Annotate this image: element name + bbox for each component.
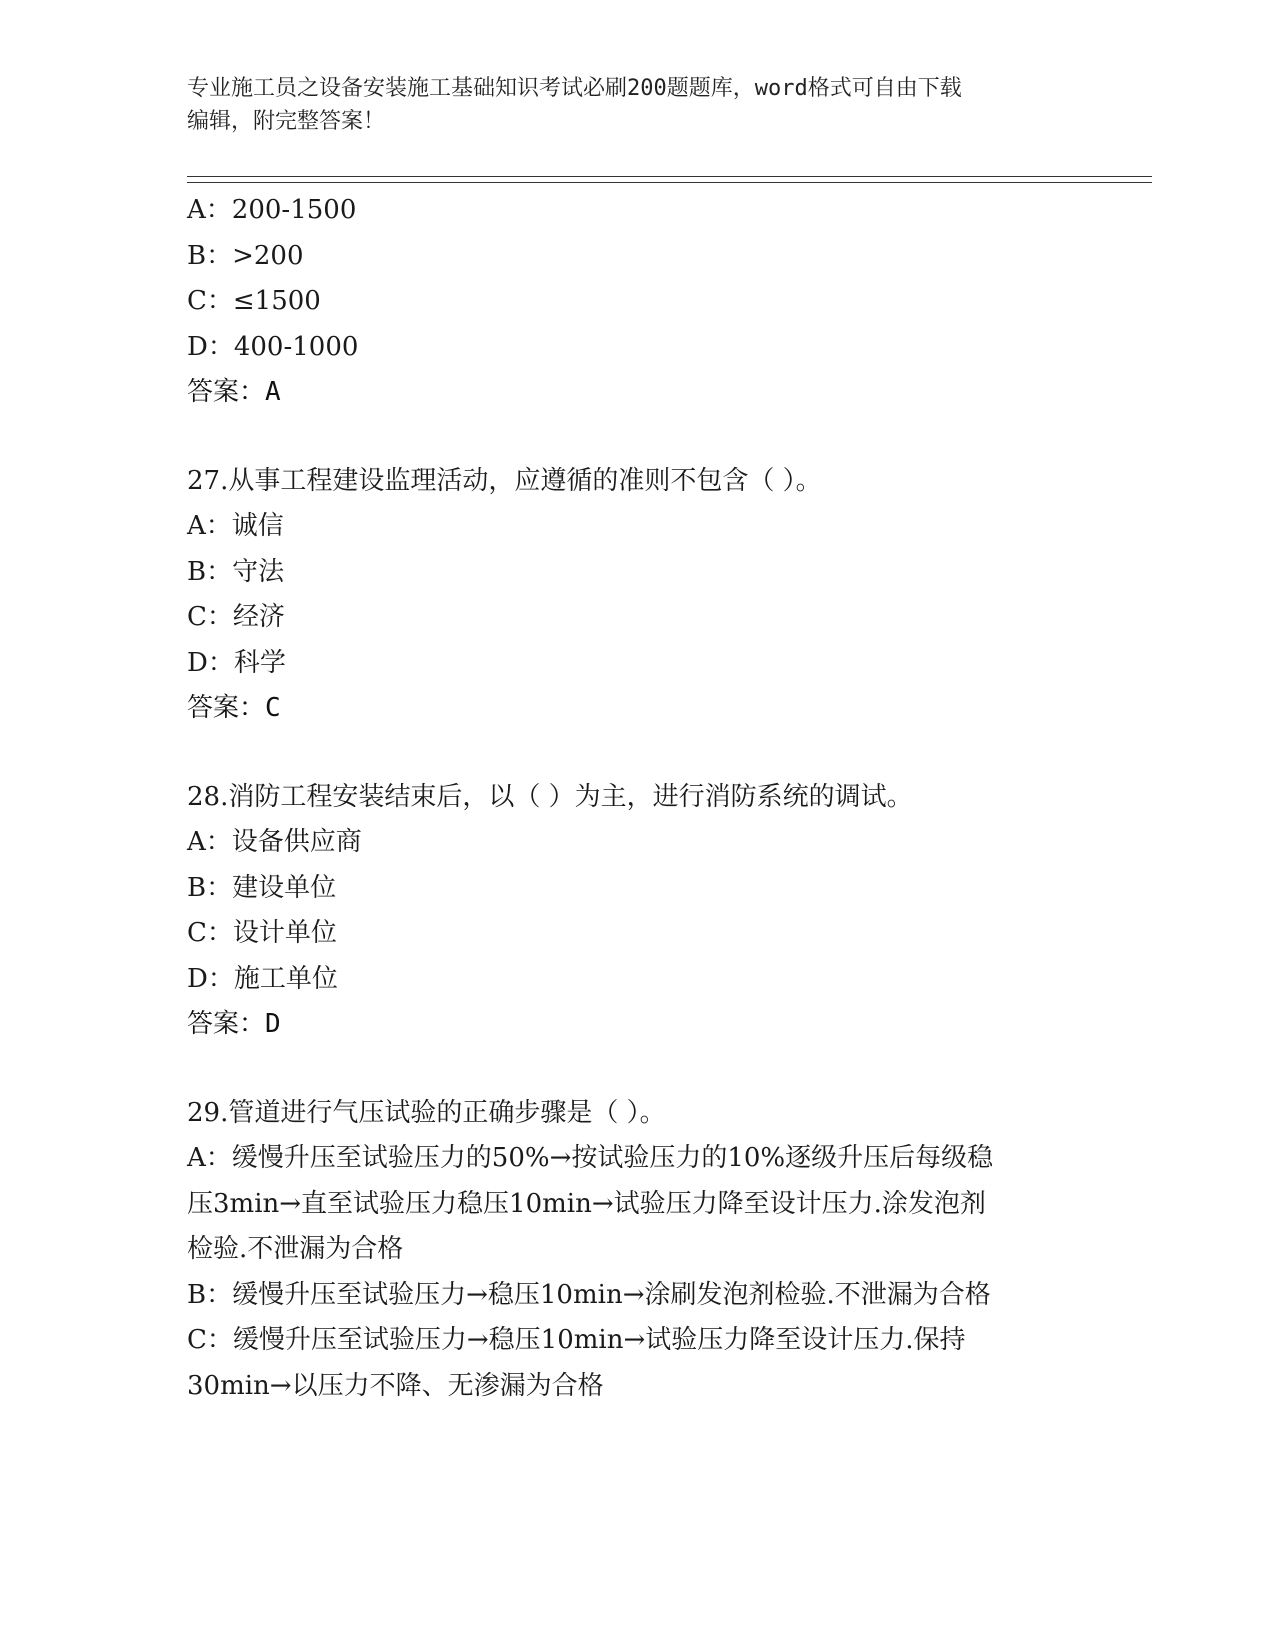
option-a: A：200-1500 — [187, 195, 357, 225]
question-stem: 27.从事工程建设监理活动，应遵循的准则不包含（ ）。 — [187, 465, 822, 496]
question-stem: 29.管道进行气压试验的正确步骤是（ ）。 — [187, 1097, 666, 1128]
option-a — [187, 1136, 1087, 1273]
option-c: C：≤1500 — [187, 286, 321, 316]
option-c: C：设计单位 — [187, 918, 337, 948]
header-title-line-2: 编辑，附完整答案！ — [187, 109, 386, 134]
question-26-continued — [187, 188, 1087, 416]
question-stem: 28.消防工程安装结束后，以（ ）为主，进行消防系统的调试。 — [187, 781, 913, 812]
answer-label: 答案：D — [187, 1009, 281, 1039]
question-content — [187, 188, 1087, 1409]
spacer — [187, 416, 1087, 459]
option-a-line-1: A：缓慢升压至试验压力的50%→按试验压力的10%逐级升压后每级稳 — [187, 1143, 994, 1173]
option-d: D：科学 — [187, 647, 286, 678]
document-header — [187, 72, 1087, 138]
answer-label: 答案：C — [187, 693, 281, 723]
option-b: B：缓慢升压至试验压力→稳压10min→涂刷发泡剂检验.不泄漏为合格 — [187, 1279, 991, 1310]
option-d: D：施工单位 — [187, 963, 338, 994]
option-c-line-1: C：缓慢升压至试验压力→稳压10min→试验压力降至设计压力.保持 — [187, 1325, 966, 1355]
header-title-line-1: 专业施工员之设备安装施工基础知识考试必刷200题题库，word格式可自由下载 — [187, 76, 962, 101]
option-c-line-2: 30min→以压力不降、无渗漏为合格 — [187, 1370, 604, 1401]
header-divider-bottom — [187, 182, 1152, 183]
option-b: B：守法 — [187, 556, 285, 587]
option-b: B：建设单位 — [187, 872, 337, 903]
spacer — [187, 732, 1087, 775]
question-27 — [187, 459, 1087, 732]
option-a-line-3: 检验.不泄漏为合格 — [187, 1234, 404, 1264]
option-a: A：设备供应商 — [187, 827, 362, 857]
answer-label: 答案：A — [187, 377, 281, 407]
option-c — [187, 1318, 1087, 1409]
header-divider-top — [187, 176, 1152, 177]
option-a: A：诚信 — [187, 511, 284, 541]
spacer — [187, 1048, 1087, 1091]
option-c: C：经济 — [187, 602, 285, 632]
option-d: D：400-1000 — [187, 331, 359, 362]
question-28 — [187, 775, 1087, 1048]
option-a-line-2: 压3min→直至试验压力稳压10min→试验压力降至设计压力.涂发泡剂 — [187, 1188, 986, 1219]
option-b: B：>200 — [187, 240, 304, 271]
question-29 — [187, 1091, 1087, 1410]
